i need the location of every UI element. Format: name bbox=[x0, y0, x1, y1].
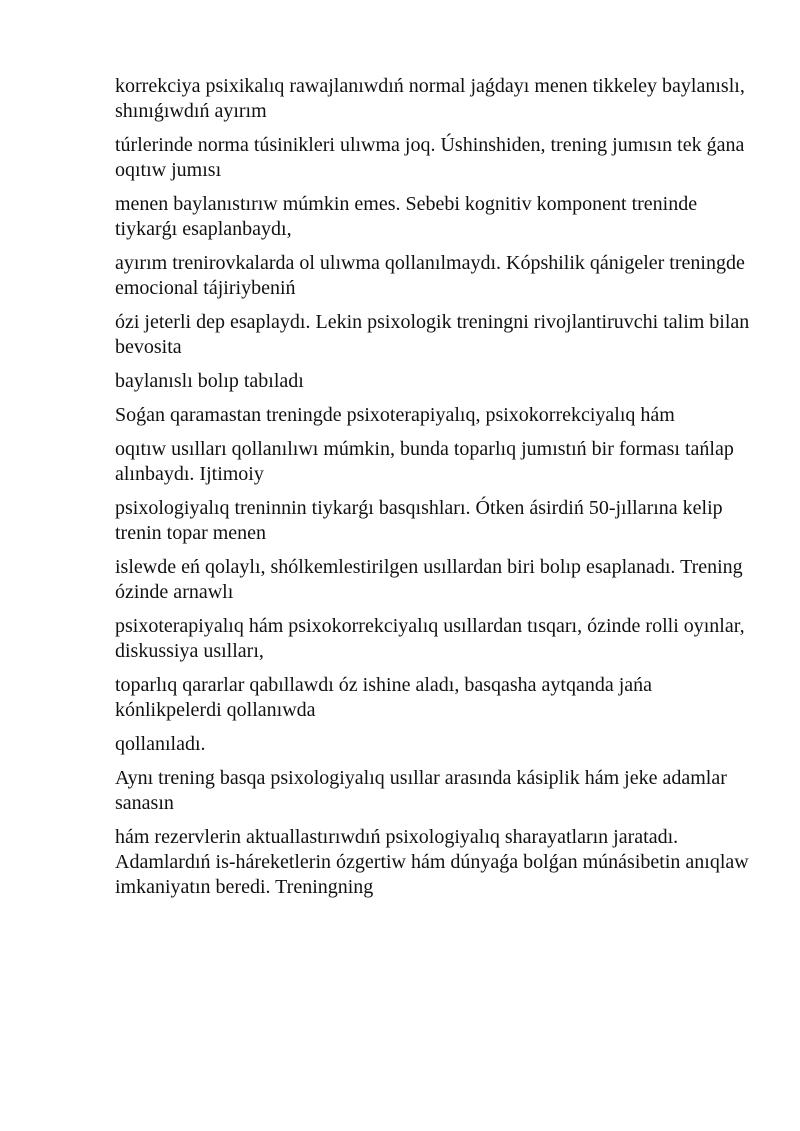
paragraph: ózi jeterli dep esaplaydı. Lekin psixologik treningni rivojlantiruvchi talim bilan bevosita bbox=[115, 311, 750, 358]
paragraph: Aynı trening basqa psixologiyalıq usıllar arasında kásiplik hám jeke adamlar sanasın bbox=[115, 767, 727, 814]
paragraph: psixoterapiyalıq hám psixokorrekciyalıq usıllardan tısqarı, ózinde rolli oyınlar, diskussiya usılları, bbox=[115, 615, 745, 662]
paragraph: korrekciya psixikalıq rawajlanıwdıń normal jaǵdayı menen tikkeley baylanıslı, shınıǵıwdıń ayırım bbox=[115, 75, 745, 122]
paragraph: qollanıladı. bbox=[115, 733, 206, 755]
paragraph: Soǵan qaramastan treningde psixoterapiyalıq, psixokorrekciyalıq hám bbox=[115, 404, 675, 426]
paragraph: oqıtıw usılları qollanılıwı múmkin, bunda toparlıq jumıstıń bir forması tańlap alınbaydı. Ijtimoiy bbox=[115, 438, 734, 485]
paragraph: baylanıslı bolıp tabıladı bbox=[115, 370, 304, 392]
paragraph: hám rezervlerin aktuallastırıwdıń psixologiyalıq sharayatların jaratadı. Adamlardıń is-háreketlerin ózgertiw hám dúnyaǵa bolǵan múnásibetin anıqlaw imkaniyatın beredi. Treningning bbox=[115, 826, 749, 898]
paragraph: ayırım trenirovkalarda ol ulıwma qollanılmaydı. Kópshilik qánigeler treningde emocional tájiriybeniń bbox=[115, 252, 745, 299]
paragraph: islewde eń qolaylı, shólkemlestirilgen usıllardan biri bolıp esaplanadı. Trening ózinde arnawlı bbox=[115, 556, 743, 603]
paragraph: toparlıq qararlar qabıllawdı óz ishine aladı, basqasha aytqanda jańa kónlikpelerdi qollanıwda bbox=[115, 674, 653, 721]
paragraph: psixologiyalıq treninnin tiykarǵı basqıshları. Ótken ásirdiń 50-jıllarına kelip trenin topar menen bbox=[115, 497, 723, 544]
body-text bbox=[115, 74, 755, 909]
paragraph: menen baylanıstırıw múmkin emes. Sebebi kognitiv komponent treninde tiykarǵı esaplanbaydı, bbox=[115, 193, 698, 240]
paragraph: túrlerinde norma túsinikleri ulıwma joq. Úshinshiden, trening jumısın tek ǵana oqıtıw jumısı bbox=[115, 134, 745, 181]
